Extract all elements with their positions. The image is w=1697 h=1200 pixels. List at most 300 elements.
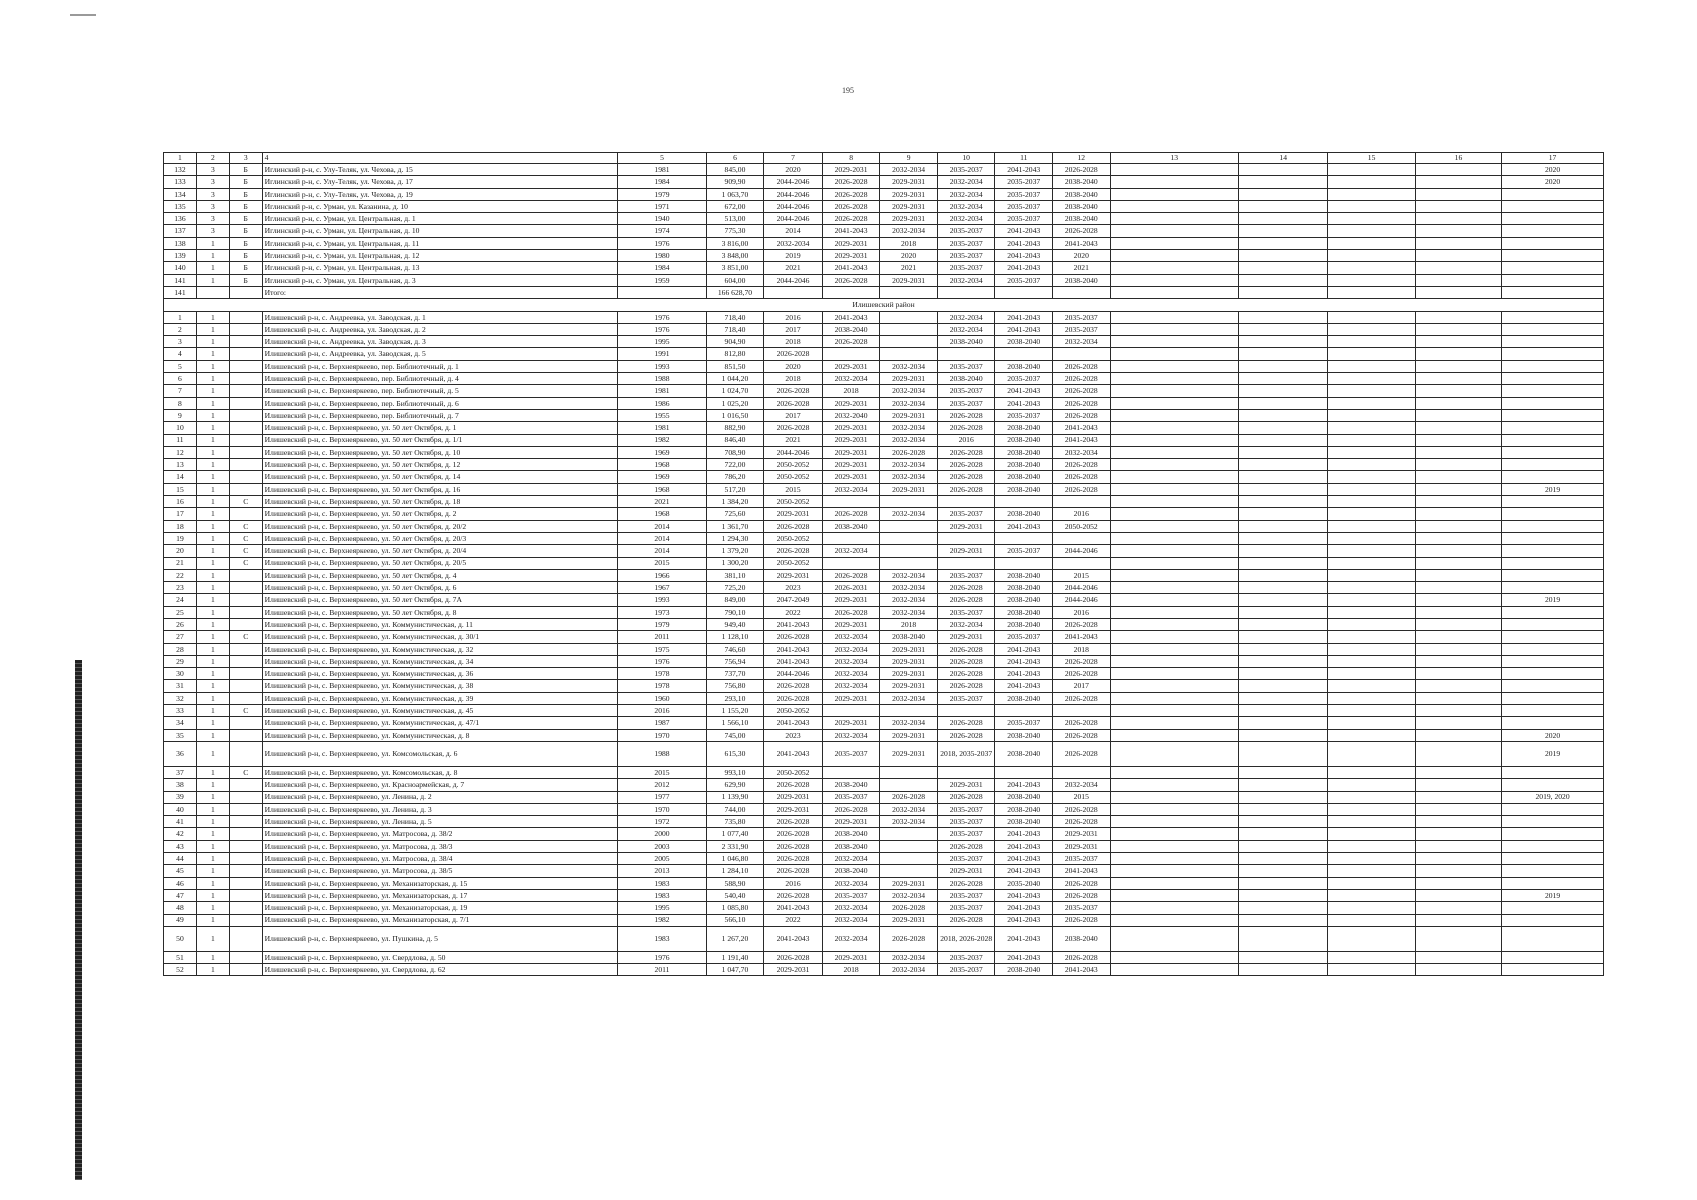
cell-col-10: 2026-2028 (937, 459, 995, 471)
cell-col-4: Илишевский р-н, с. Верхнеяркеево, ул. 50 лет Октября, д. 20/2 (262, 520, 618, 532)
cell-col-17 (1502, 705, 1604, 717)
cell-col-4: Илишевский р-н, с. Верхнеяркеево, ул. Механизаторская, д. 15 (262, 877, 618, 889)
cell-col-5: 1968 (618, 459, 706, 471)
cell-col-9: 2032-2034 (880, 422, 938, 434)
cell-col-1: 49 (164, 914, 197, 926)
total-label: Итого: (262, 286, 618, 298)
cell-col-1: 20 (164, 545, 197, 557)
cell-col-4: Илишевский р-н, с. Верхнеяркеево, ул. 50 лет Октября, д. 20/4 (262, 545, 618, 557)
cell-col-1: 3 (164, 336, 197, 348)
cell-col-1: 19 (164, 532, 197, 544)
cell-col-11: 2038-2040 (995, 741, 1053, 766)
cell-col-15 (1328, 779, 1415, 791)
cell-col-6: 672,00 (706, 200, 764, 212)
cell-col-13 (1110, 446, 1238, 458)
cell-col-16 (1415, 926, 1501, 951)
cell-col-6: 1 077,40 (706, 828, 764, 840)
cell-col-8: 2029-2031 (822, 594, 880, 606)
cell-col-6: 746,60 (706, 643, 764, 655)
cell-col-14 (1239, 889, 1328, 901)
cell-col-5: 1981 (618, 385, 706, 397)
cell-col-11 (995, 766, 1053, 778)
cell-col-7: 2044-2046 (764, 200, 823, 212)
cell-col-2: 1 (196, 373, 229, 385)
cell-col-3: Б (229, 262, 262, 274)
cell-col-9: 2032-2034 (880, 434, 938, 446)
cell-col-3 (229, 655, 262, 667)
cell-col-5: 1982 (618, 434, 706, 446)
cell-col-3 (229, 569, 262, 581)
cell-col-11: 2038-2040 (995, 336, 1053, 348)
cell-col-11: 2041-2043 (995, 926, 1053, 951)
scan-corner-mark (70, 14, 96, 16)
cell-col-9: 2032-2034 (880, 471, 938, 483)
cell-col-8: 2018 (822, 385, 880, 397)
cell-col-7: 2026-2028 (764, 865, 823, 877)
cell-col-10: 2035-2037 (937, 692, 995, 704)
cell-col-11: 2038-2040 (995, 618, 1053, 630)
cell-col-16 (1415, 385, 1501, 397)
cell-col-14 (1239, 545, 1328, 557)
cell-col-5: 2014 (618, 532, 706, 544)
cell-col-12: 2041-2043 (1053, 964, 1111, 976)
cell-col-9: 2029-2031 (880, 914, 938, 926)
cell-col-3 (229, 459, 262, 471)
cell-col-17 (1502, 926, 1604, 951)
cell-col-9: 2029-2031 (880, 655, 938, 667)
cell-col-12: 2026-2028 (1053, 803, 1111, 815)
cell-col-7: 2029-2031 (764, 803, 823, 815)
cell-col-4: Илишевский р-н, с. Верхнеяркеево, ул. Свердлова, д. 50 (262, 951, 618, 963)
cell-col-9: 2032-2034 (880, 951, 938, 963)
cell-col-14 (1239, 188, 1328, 200)
cell-col-6: 1 384,20 (706, 496, 764, 508)
cell-col-16 (1415, 692, 1501, 704)
cell-col-7: 2044-2046 (764, 274, 823, 286)
cell-col-17 (1502, 803, 1604, 815)
table-row (164, 348, 1604, 360)
cell-col-8: 2032-2034 (822, 902, 880, 914)
cell-col-16 (1415, 262, 1501, 274)
cell-col-15 (1328, 446, 1415, 458)
cell-col-17: 2020 (1502, 176, 1604, 188)
cell-col-17: 17 (1502, 153, 1604, 164)
cell-col-2: 1 (196, 828, 229, 840)
cell-col-8: 2038-2040 (822, 323, 880, 335)
cell-col-6: 725,20 (706, 582, 764, 594)
cell-col-16: 16 (1415, 153, 1501, 164)
cell-col-12: 2026-2028 (1053, 717, 1111, 729)
cell-col-10: 2026-2028 (937, 483, 995, 495)
cell-col-13 (1110, 964, 1238, 976)
cell-col-11: 2041-2043 (995, 311, 1053, 323)
cell-col-15: 15 (1328, 153, 1415, 164)
cell-col-8: 2032-2034 (822, 853, 880, 865)
cell-col-5: 1971 (618, 200, 706, 212)
cell-col-15 (1328, 618, 1415, 630)
cell-col-17 (1502, 422, 1604, 434)
cell-col-6: 756,94 (706, 655, 764, 667)
cell-col-13 (1110, 360, 1238, 372)
cell-col-4: Илишевский р-н, с. Андреевка, ул. Заводская, д. 5 (262, 348, 618, 360)
cell-col-14 (1239, 237, 1328, 249)
cell-col-13 (1110, 422, 1238, 434)
cell-col-14 (1239, 964, 1328, 976)
cell-col-5: 1988 (618, 373, 706, 385)
cell-col-8: 2032-2034 (822, 668, 880, 680)
cell-col-5: 2012 (618, 779, 706, 791)
table-body (164, 153, 1604, 976)
cell-col-12: 2026-2028 (1053, 816, 1111, 828)
cell-col-4: Илишевский р-н, с. Верхнеяркеево, ул. 50 лет Октября, д. 20/3 (262, 532, 618, 544)
cell-col-9 (880, 545, 938, 557)
cell-col-6: 849,00 (706, 594, 764, 606)
cell-col-17 (1502, 397, 1604, 409)
cell-col-3 (229, 434, 262, 446)
cell-col-14 (1239, 557, 1328, 569)
cell-col-5: 1970 (618, 729, 706, 741)
cell-col-10: 2032-2034 (937, 200, 995, 212)
cell-col-15 (1328, 889, 1415, 901)
cell-col-7: 2041-2043 (764, 926, 823, 951)
cell-col-6: 845,00 (706, 164, 764, 176)
cell-col-12: 2016 (1053, 606, 1111, 618)
table-row (164, 557, 1604, 569)
cell-col-8: 2029-2031 (822, 250, 880, 262)
cell-col-4: Илишевский р-н, с. Верхнеяркеево, ул. Коммунистическая, д. 45 (262, 705, 618, 717)
cell-col-17: 2019, 2020 (1502, 791, 1604, 803)
cell-col-4: Иглинский р-н, с. Урман, ул. Центральная, д. 12 (262, 250, 618, 262)
cell-col-9: 2029-2031 (880, 213, 938, 225)
cell-col-2: 1 (196, 926, 229, 951)
cell-col-5: 1976 (618, 323, 706, 335)
cell-col-12: 2035-2037 (1053, 323, 1111, 335)
cell-col-4: Илишевский р-н, с. Верхнеяркеево, пер. Библиотечный, д. 7 (262, 409, 618, 421)
cell-col-2: 1 (196, 508, 229, 520)
cell-col-17 (1502, 496, 1604, 508)
cell-col-16 (1415, 631, 1501, 643)
table-row (164, 680, 1604, 692)
cell-col-8: 2029-2031 (822, 692, 880, 704)
table-row (164, 545, 1604, 557)
cell-col-3 (229, 483, 262, 495)
cell-col-14 (1239, 250, 1328, 262)
cell-col-4: 4 (262, 153, 618, 164)
cell-col-2: 1 (196, 397, 229, 409)
cell-col-2: 1 (196, 705, 229, 717)
table-row (164, 483, 1604, 495)
cell-col-11: 2035-2037 (995, 200, 1053, 212)
cell-col-1: 137 (164, 225, 197, 237)
cell-col-6: 540,40 (706, 889, 764, 901)
cell-col-5: 1973 (618, 606, 706, 618)
cell-col-1: 29 (164, 655, 197, 667)
cell-col-8: 2029-2031 (822, 434, 880, 446)
cell-col-11: 2041-2043 (995, 397, 1053, 409)
cell-col-13 (1110, 779, 1238, 791)
cell-col-13 (1110, 914, 1238, 926)
cell-col-12: 2035-2037 (1053, 853, 1111, 865)
cell-col-6: 909,90 (706, 176, 764, 188)
cell-col-3: Б (229, 274, 262, 286)
cell-col-11: 2041-2043 (995, 250, 1053, 262)
cell-col-12: 2041-2043 (1053, 422, 1111, 434)
cell-col-11: 2041-2043 (995, 225, 1053, 237)
cell-col-11: 2035-2040 (995, 877, 1053, 889)
total-number: 141 (164, 286, 197, 298)
cell-col-15 (1328, 262, 1415, 274)
cell-col-1: 52 (164, 964, 197, 976)
cell-col-10: 2026-2028 (937, 594, 995, 606)
cell-col-10: 2026-2028 (937, 680, 995, 692)
cell-col-13 (1110, 262, 1238, 274)
cell-col-2: 1 (196, 409, 229, 421)
cell-col-9: 2032-2034 (880, 225, 938, 237)
cell-col-8: 2029-2031 (822, 717, 880, 729)
cell-col-14 (1239, 741, 1328, 766)
cell-col-2: 1 (196, 471, 229, 483)
table-row (164, 434, 1604, 446)
cell-col-10: 2026-2028 (937, 643, 995, 655)
cell-col-3: Б (229, 213, 262, 225)
cell-col-16 (1415, 483, 1501, 495)
cell-col-7: 2041-2043 (764, 643, 823, 655)
cell-col-8: 2029-2031 (822, 446, 880, 458)
cell-col-5: 1972 (618, 816, 706, 828)
cell-col-11 (995, 348, 1053, 360)
cell-col-4: Илишевский р-н, с. Андреевка, ул. Заводская, д. 3 (262, 336, 618, 348)
empty-cell (764, 286, 823, 298)
cell-col-3 (229, 877, 262, 889)
cell-col-9: 2029-2031 (880, 188, 938, 200)
cell-col-13 (1110, 594, 1238, 606)
cell-col-12: 2029-2031 (1053, 840, 1111, 852)
cell-col-13 (1110, 741, 1238, 766)
cell-col-9: 2026-2028 (880, 926, 938, 951)
cell-col-4: Илишевский р-н, с. Верхнеяркеево, ул. Коммунистическая, д. 8 (262, 729, 618, 741)
cell-col-2: 1 (196, 545, 229, 557)
cell-col-6: 993,10 (706, 766, 764, 778)
cell-col-2: 1 (196, 434, 229, 446)
cell-col-6: 517,20 (706, 483, 764, 495)
cell-col-15 (1328, 569, 1415, 581)
cell-col-4: Илишевский р-н, с. Верхнеяркеево, ул. 50 лет Октября, д. 6 (262, 582, 618, 594)
cell-col-3 (229, 853, 262, 865)
cell-col-16 (1415, 360, 1501, 372)
cell-col-3 (229, 385, 262, 397)
cell-col-7: 2044-2046 (764, 668, 823, 680)
table-row (164, 717, 1604, 729)
cell-col-5: 1981 (618, 422, 706, 434)
cell-col-2: 1 (196, 360, 229, 372)
cell-col-13 (1110, 385, 1238, 397)
cell-col-13 (1110, 618, 1238, 630)
cell-col-14 (1239, 311, 1328, 323)
cell-col-14 (1239, 336, 1328, 348)
table-row (164, 582, 1604, 594)
cell-col-11: 2041-2043 (995, 865, 1053, 877)
cell-col-3 (229, 803, 262, 815)
cell-col-13 (1110, 311, 1238, 323)
cell-col-16 (1415, 680, 1501, 692)
cell-col-14 (1239, 705, 1328, 717)
cell-col-7: 2026-2028 (764, 889, 823, 901)
cell-col-10: 2026-2028 (937, 791, 995, 803)
cell-col-9: 2032-2034 (880, 606, 938, 618)
empty-cell (880, 286, 938, 298)
cell-col-8: 2035-2037 (822, 791, 880, 803)
cell-col-8: 2032-2034 (822, 655, 880, 667)
cell-col-7: 2016 (764, 311, 823, 323)
cell-col-16 (1415, 213, 1501, 225)
cell-col-11: 2041-2043 (995, 779, 1053, 791)
table-row (164, 926, 1604, 951)
cell-col-16 (1415, 668, 1501, 680)
cell-col-8 (822, 496, 880, 508)
cell-col-10: 2035-2037 (937, 889, 995, 901)
cell-col-12: 2032-2034 (1053, 446, 1111, 458)
cell-col-12 (1053, 496, 1111, 508)
cell-col-9: 2032-2034 (880, 385, 938, 397)
cell-col-9: 2032-2034 (880, 569, 938, 581)
cell-col-7: 2022 (764, 914, 823, 926)
cell-col-6: 735,80 (706, 816, 764, 828)
cell-col-1: 21 (164, 557, 197, 569)
cell-col-9: 2032-2034 (880, 692, 938, 704)
cell-col-1: 14 (164, 471, 197, 483)
cell-col-14 (1239, 582, 1328, 594)
cell-col-16 (1415, 655, 1501, 667)
cell-col-6: 1 044,20 (706, 373, 764, 385)
cell-col-13 (1110, 225, 1238, 237)
cell-col-12: 2035-2037 (1053, 311, 1111, 323)
cell-col-13 (1110, 729, 1238, 741)
cell-col-9: 9 (880, 153, 938, 164)
cell-col-2: 3 (196, 213, 229, 225)
cell-col-7: 2050-2052 (764, 557, 823, 569)
cell-col-12: 2041-2043 (1053, 865, 1111, 877)
cell-col-8: 2026-2028 (822, 176, 880, 188)
cell-col-11: 2041-2043 (995, 262, 1053, 274)
cell-col-12: 2035-2037 (1053, 902, 1111, 914)
cell-col-2: 3 (196, 176, 229, 188)
cell-col-15 (1328, 840, 1415, 852)
cell-col-2: 1 (196, 385, 229, 397)
cell-col-14 (1239, 496, 1328, 508)
cell-col-3: Б (229, 225, 262, 237)
cell-col-11 (995, 496, 1053, 508)
cell-col-2: 3 (196, 200, 229, 212)
table-row (164, 877, 1604, 889)
cell-col-15 (1328, 483, 1415, 495)
table-row (164, 729, 1604, 741)
cell-col-6: 1 267,20 (706, 926, 764, 951)
cell-col-7: 2026-2028 (764, 545, 823, 557)
cell-col-4: Иглинский р-н, с. Улу-Теляк, ул. Чехова, д. 15 (262, 164, 618, 176)
cell-col-3 (229, 741, 262, 766)
cell-col-1: 48 (164, 902, 197, 914)
cell-col-17 (1502, 655, 1604, 667)
cell-col-12: 2026-2028 (1053, 889, 1111, 901)
cell-col-6: 1 063,70 (706, 188, 764, 200)
cell-col-9 (880, 348, 938, 360)
cell-col-9: 2038-2040 (880, 631, 938, 643)
cell-col-13 (1110, 164, 1238, 176)
cell-col-9: 2032-2034 (880, 508, 938, 520)
cell-col-14 (1239, 446, 1328, 458)
cell-col-15 (1328, 606, 1415, 618)
cell-col-11: 2038-2040 (995, 483, 1053, 495)
table-row (164, 853, 1604, 865)
cell-col-7: 2044-2046 (764, 188, 823, 200)
cell-col-5: 1987 (618, 717, 706, 729)
cell-col-9 (880, 520, 938, 532)
cell-col-15 (1328, 311, 1415, 323)
cell-col-10: 2035-2037 (937, 397, 995, 409)
cell-col-15 (1328, 250, 1415, 262)
cell-col-15 (1328, 951, 1415, 963)
cell-col-13 (1110, 373, 1238, 385)
cell-col-11: 11 (995, 153, 1053, 164)
cell-col-6: 718,40 (706, 323, 764, 335)
cell-col-16 (1415, 397, 1501, 409)
cell-col-7: 2041-2043 (764, 902, 823, 914)
cell-col-15 (1328, 914, 1415, 926)
cell-col-10: 2026-2028 (937, 717, 995, 729)
cell-col-17 (1502, 840, 1604, 852)
cell-col-17 (1502, 631, 1604, 643)
cell-col-15 (1328, 717, 1415, 729)
cell-col-4: Иглинский р-н, с. Улу-Теляк, ул. Чехова, д. 19 (262, 188, 618, 200)
cell-col-14 (1239, 483, 1328, 495)
cell-col-13 (1110, 557, 1238, 569)
cell-col-11: 2038-2040 (995, 803, 1053, 815)
cell-col-11: 2035-2037 (995, 717, 1053, 729)
cell-col-12: 2038-2040 (1053, 176, 1111, 188)
cell-col-14 (1239, 262, 1328, 274)
cell-col-3: С (229, 496, 262, 508)
cell-col-1: 43 (164, 840, 197, 852)
scan-binding-strip (75, 660, 82, 1180)
cell-col-15 (1328, 323, 1415, 335)
table-row (164, 951, 1604, 963)
cell-col-12: 2032-2034 (1053, 779, 1111, 791)
cell-col-4: Илишевский р-н, с. Верхнеяркеево, ул. Коммунистическая, д. 30/1 (262, 631, 618, 643)
cell-col-15 (1328, 729, 1415, 741)
cell-col-16 (1415, 569, 1501, 581)
cell-col-12: 2038-2040 (1053, 200, 1111, 212)
cell-col-10: 10 (937, 153, 995, 164)
cell-col-7: 2032-2034 (764, 237, 823, 249)
cell-col-14 (1239, 729, 1328, 741)
cell-col-10: 2026-2028 (937, 582, 995, 594)
cell-col-16 (1415, 791, 1501, 803)
cell-col-10: 2035-2037 (937, 237, 995, 249)
cell-col-16 (1415, 409, 1501, 421)
cell-col-6: 722,00 (706, 459, 764, 471)
cell-col-2: 1 (196, 865, 229, 877)
cell-col-3 (229, 840, 262, 852)
cell-col-4: Илишевский р-н, с. Верхнеяркеево, ул. 50 лет Октября, д. 1/1 (262, 434, 618, 446)
cell-col-1: 140 (164, 262, 197, 274)
cell-col-10: 2026-2028 (937, 877, 995, 889)
cell-col-15 (1328, 274, 1415, 286)
cell-col-13 (1110, 853, 1238, 865)
cell-col-9: 2029-2031 (880, 729, 938, 741)
cell-col-14 (1239, 606, 1328, 618)
cell-col-4: Илишевский р-н, с. Верхнеяркеево, ул. Свердлова, д. 62 (262, 964, 618, 976)
cell-col-17 (1502, 766, 1604, 778)
